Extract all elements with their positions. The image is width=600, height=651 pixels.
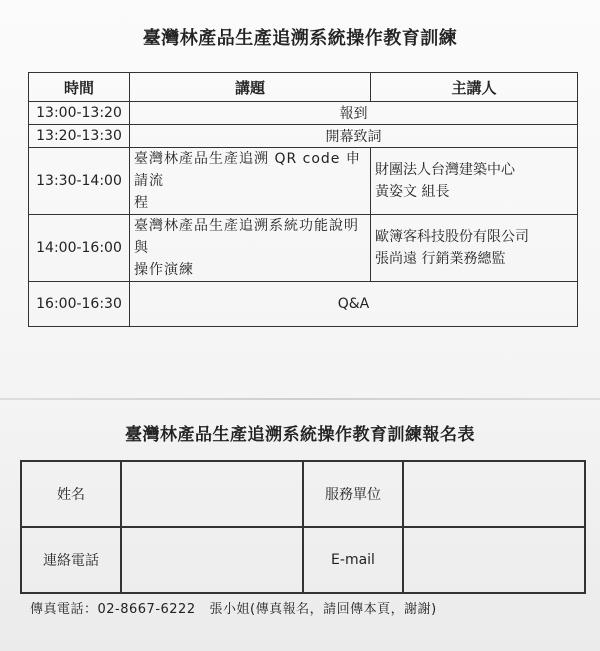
phone-field[interactable] — [121, 527, 303, 593]
topic-line: 臺灣林產品生產追溯 QR code 申請流 — [134, 151, 361, 189]
item-cell: Q&A — [130, 282, 578, 327]
topic-line: 程 — [134, 195, 149, 211]
contact-note: 張小姐(傳真報名，請回傳本頁，謝謝) — [209, 602, 437, 617]
org-field[interactable] — [403, 461, 585, 527]
table-row — [29, 148, 578, 215]
speaker-cell — [371, 215, 578, 282]
topic-line: 操作演練 — [134, 262, 194, 278]
speaker-org: 歐簿客科技股份有限公司 — [375, 229, 529, 245]
form-title: 臺灣林產品生產追溯系統操作教育訓練報名表 — [125, 425, 475, 445]
email-label: E-mail — [303, 527, 403, 593]
time-cell: 14:00-16:00 — [29, 215, 130, 282]
phone-label: 連絡電話 — [21, 527, 121, 593]
email-field[interactable] — [403, 527, 585, 593]
speaker-org: 財團法人台灣建築中心 — [375, 162, 515, 178]
table-row — [29, 102, 578, 125]
page-title: 臺灣林產品生產追溯系統操作教育訓練 — [142, 28, 458, 49]
speaker-name: 張尚遠 行銷業務總監 — [375, 251, 506, 267]
item-cell: 開幕致詞 — [130, 125, 578, 148]
topic-cell — [130, 148, 371, 215]
table-row — [29, 125, 578, 148]
topic-line: 臺灣林產品生產追溯系統功能說明與 — [134, 218, 359, 256]
paper-fold-line — [0, 398, 600, 400]
time-cell: 16:00-16:30 — [29, 282, 130, 327]
name-label: 姓名 — [21, 461, 121, 527]
header-topic: 講題 — [130, 73, 371, 102]
fax-number: 傳真電話：02-8667-6222 — [30, 602, 196, 617]
schedule-header-row — [29, 73, 578, 102]
registration-form-table — [20, 460, 586, 594]
name-field[interactable] — [121, 461, 303, 527]
time-cell: 13:30-14:00 — [29, 148, 130, 215]
form-row — [21, 527, 585, 593]
header-time: 時間 — [29, 73, 130, 102]
time-cell: 13:00-13:20 — [29, 102, 130, 125]
form-row — [21, 461, 585, 527]
time-cell: 13:20-13:30 — [29, 125, 130, 148]
speaker-cell — [371, 148, 578, 215]
table-row — [29, 215, 578, 282]
schedule-table — [28, 72, 578, 327]
speaker-name: 黃姿文 組長 — [375, 184, 450, 200]
topic-cell — [130, 215, 371, 282]
header-speaker: 主講人 — [371, 73, 578, 102]
item-cell: 報到 — [130, 102, 578, 125]
table-row — [29, 282, 578, 327]
org-label: 服務單位 — [303, 461, 403, 527]
footer-note — [30, 598, 437, 617]
